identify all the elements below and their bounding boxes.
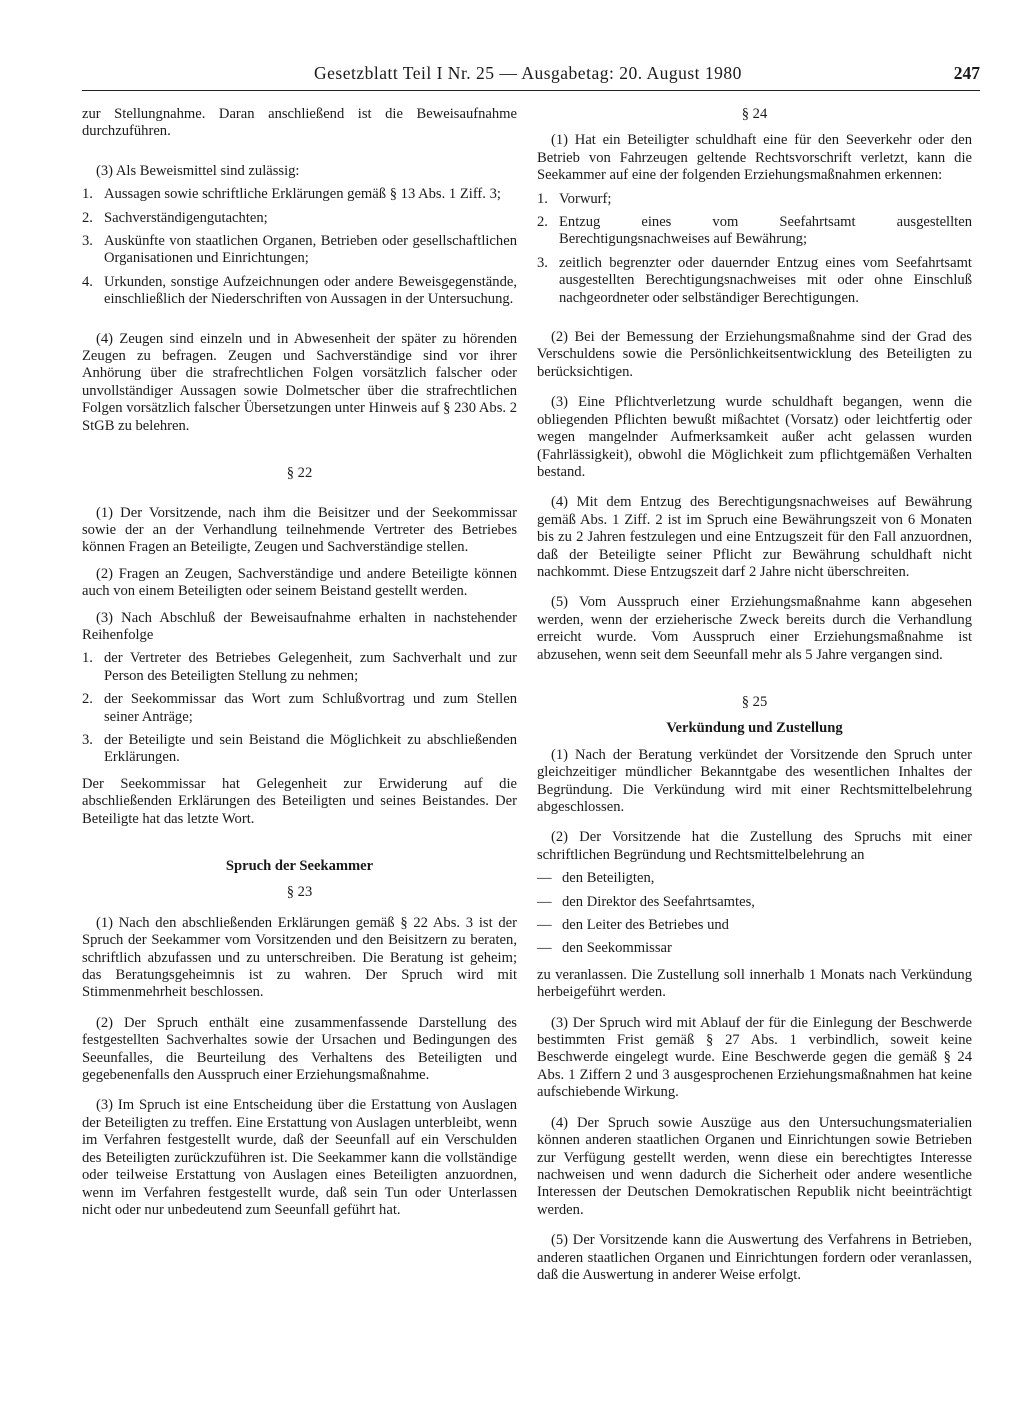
paragraph-s24-4: (4) Mit dem Entzug des Berechtigungsnachweises auf Bewährung gemäß Abs. 1 Ziff. 2 ist im Spruch eine Bewährungszeit von 6 Monaten bis zu 2 Jahren festzulegen und eine Entzugszeit für den Fall anzuordnen, daß der Beteiligte seiner Pflicht zur Bewährung schuldhaft nicht nachkommt. Diese Entzugszeit darf 2 Jahre nicht überschreiten. [537,494,972,580]
list-item [82,691,517,726]
list-item-text: den Direktor des Seefahrtsamtes, [562,893,755,910]
running-head: Gesetzblatt Teil I Nr. 25 — Ausgabetag: 20. August 1980 [314,63,742,83]
list-item-dash: — [537,940,552,957]
left-column [82,106,517,1219]
header-rule [82,90,980,91]
list-item-text: der Seekommissar das Wort zum Schlußvortrag und zum Stellen seiner Anträge; [104,691,517,725]
section-heading-23: § 23 [286,884,313,901]
list-item-text: Auskünfte von staatlichen Organen, Betrieben oder gesellschaftlichen Organisationen und Einrichtungen; [104,233,517,267]
list-item-text: den Leiter des Betriebes und [562,917,729,934]
list-item [82,274,517,309]
list-item [82,233,517,268]
list-item [82,732,517,767]
list-item-dash: — [537,893,552,910]
paragraph-s25-2-end: zu veranlassen. Die Zustellung soll innerhalb 1 Monats nach Verkündung herbeigeführt werden. [537,966,972,1001]
list-item-number: 2. [537,214,548,231]
list-item [537,870,972,887]
list-item-number: 3. [537,254,548,271]
list-item [537,214,972,249]
list-item [537,894,972,911]
paragraph-s22-2: (2) Fragen an Zeugen, Sachverständige und andere Beteiligte können auch von einem Beteiligten oder seinem Beistand gestellt werden. [82,565,517,600]
list-empfaenger [537,870,972,958]
list-item-text: der Beteiligte und sein Beistand die Möglichkeit zu abschließenden Erklärungen. [104,731,517,766]
list-item-text: der Vertreter des Betriebes Gelegenheit, zum Sachverhalt und zur Person des Beteiligten Stellung zu nehmen; [104,650,517,684]
list-item-number: 3. [82,233,93,250]
list-item-number: 1. [537,190,548,207]
paragraph-s25-5: (5) Der Vorsitzende kann die Auswertung des Verfahrens in Betrieben, anderen staatlichen Organen und Einrichtungen fordern oder veranlassen, daß die Auswertung in anderer Weise erfolgt. [537,1232,972,1283]
page-number: 247 [953,63,980,83]
right-column [537,106,972,1284]
paragraph-s22-1: (1) Der Vorsitzende, nach ihm die Beisitzer und der Seekommissar sowie der an der Verhandlung teilnehmende Vertreter des Betriebes können Fragen an Beteiligte, Zeugen und Sachverständige stellen. [82,504,517,556]
paragraph-s23-2: (2) Der Spruch enthält eine zusammenfassende Darstellung des festgestellten Sachverhaltes sowie der Ursachen und Bedingungen des Seeunfalles, die Beurteilung des Verhaltens des Beteiligten und gegebenenfalls den Ausspruch einer Erziehungsmaßnahme. [82,1014,517,1084]
paragraph-s25-1: (1) Nach der Beratung verkündet der Vorsitzende den Spruch unter gleichzeitiger mündlicher Bekanntgabe des wesentlichen Inhaltes der Begründung. Die Verkündung wird mit einer Rechtsmittelbelehrung abgeschlossen. [537,746,972,815]
section-heading-25: § 25 [741,693,768,710]
list-beweismittel [82,186,517,308]
list-reihenfolge [82,650,517,766]
list-item-number: 4. [82,273,93,290]
list-item-number: 2. [82,209,93,226]
section-heading-22: § 22 [286,465,313,482]
section-heading-24: § 24 [741,106,768,122]
list-item [537,940,972,957]
paragraph-s23-3: (3) Im Spruch ist eine Entscheidung über die Erstattung von Auslagen der Beteiligten zu treffen. Eine Erstattung von Auslagen unterbleibt, wenn im Verfahren festgestellt wurde, daß der Seeunfall auf ein Verschulden des Beteiligten zurückzuführen ist. Die Seekammer kann die vollständige oder teilweise Erstattung von Auslagen eines Beteiligten anzuordnen, wenn im Verfahren festgestellt wurde, daß sein Tun oder Unterlassen nicht oder nur unbedeutend zum Seeunfall geführt hat. [82,1097,517,1218]
paragraph-s21-3: (3) Als Beweismittel sind zulässig: [96,162,300,179]
paragraph-s24-1: (1) Hat ein Beteiligter schuldhaft eine für den Seeverkehr oder den Betrieb von Fahrzeugen geltende Rechtsvorschrift verletzt, kann die Seekammer auf eine der folgenden Erziehungsmaßnahmen erkennen: [537,132,972,184]
list-item-text: zeitlich begrenzter oder dauernder Entzug eines vom Seefahrtsamt ausgestellten Berechtigungsnachweises mit oder ohne Einschluß nachgeordneter oder selbständiger Berechtigungen. [559,254,972,306]
list-item-text: den Beteiligten, [562,870,655,887]
paragraph-s24-2: (2) Bei der Bemessung der Erziehungsmaßnahme sind der Grad des Verschuldens sowie die Persönlichkeitsentwicklung des Beteiligten zu berücksichtigen. [537,329,972,380]
list-item-dash: — [537,917,552,934]
paragraph-continuation: zur Stellungnahme. Daran anschließend ist die Beweisaufnahme durchzuführen. [82,106,517,140]
paragraph-s25-4: (4) Der Spruch sowie Auszüge aus den Untersuchungsmaterialien können anderen staatlichen Organen und Einrichtungen sowie Betrieben zur Verfügung gestellt werden, wenn diese ein berechtigtes Interesse nachweisen und wenn dadurch die Sicherheit oder andere wesentliche Interessen der Deutschen Demokratischen Republik nicht beeinträchtigt werden. [537,1114,972,1218]
list-item [82,210,517,227]
list-erziehungsmassnahmen [537,191,972,307]
list-item-text: den Seekommissar [562,940,672,957]
list-item-dash: — [537,870,552,887]
list-item [82,186,517,203]
list-item-text: Aussagen sowie schriftliche Erklärungen gemäß § 13 Abs. 1 Ziff. 3; [104,186,501,203]
list-item [537,255,972,307]
list-item [537,191,972,208]
section-title-spruch: Spruch der Seekammer [225,858,374,874]
list-item-number: 1. [82,650,93,667]
paragraph-s25-3: (3) Der Spruch wird mit Ablauf der für die Einlegung der Beschwerde bestimmten Frist gemäß § 27 Abs. 1 verbindlich, soweit keine Beschwerde eingelegt wurde. Eine Beschwerde gegen die gemäß § 24 Abs. 1 Ziffern 2 und 3 ausgesprochenen Erziehungsmaßnahmen hat keine aufschiebende Wirkung. [537,1014,972,1101]
section-title-verkuendung: Verkündung und Zustellung [666,720,843,737]
paragraph-s25-2: (2) Der Vorsitzende hat die Zustellung des Spruchs mit einer schriftlichen Begründung und Rechtsmittelbelehrung an [537,829,972,863]
list-item-text: Urkunden, sonstige Aufzeichnungen oder andere Beweisgegenstände, einschließlich der Niederschriften von Aussagen in der Untersuchung. [104,273,517,308]
list-item [537,917,972,934]
paragraph-s21-4: (4) Zeugen sind einzeln und in Abwesenheit der später zu hörenden Zeugen zu befragen. Zeugen und Sachverständige sind vor ihrer Anhörung über die strafrechtlichen Folgen vorsätzlich falscher oder unvollständiger Aussagen sowie Dolmetscher über die strafrechtlichen Folgen vorsätzlich falscher Übersetzungen unter Hinweis auf § 230 Abs. 2 StGB zu belehren. [82,330,517,434]
paragraph-s24-3: (3) Eine Pflichtverletzung wurde schuldhaft begangen, wenn die obliegenden Pflichten bewußt mißachtet (Vorsatz) oder leichtfertig oder wegen mangelnder Aufmerksamkeit außer acht gelassen wurden (Fahrlässigkeit), obwohl die Möglichkeit zum pflichtgemäßen Verhalten bestand. [537,394,972,480]
list-item-number: 3. [82,731,93,748]
list-item-text: Sachverständigengutachten; [104,209,268,226]
list-item-text: Entzug eines vom Seefahrtsamt ausgestellten Berechtigungsnachweises auf Bewährung; [559,214,972,248]
list-item-number: 1. [82,186,93,203]
paragraph-s22-3-end: Der Seekommissar hat Gelegenheit zur Erwiderung auf die abschließenden Erklärungen des Beteiligten und seines Beistandes. Der Beteiligte hat das letzte Wort. [82,775,517,827]
list-item-number: 2. [82,691,93,708]
page-header [82,63,980,91]
list-item-text: Vorwurf; [559,190,612,207]
list-item [82,650,517,685]
paragraph-s24-5: (5) Vom Ausspruch einer Erziehungsmaßnahme kann abgesehen werden, wenn der erzieherische Zweck bereits durch die Verhandlung erreicht wurde. Vom Ausspruch einer Erziehungsmaßnahme ist abzusehen, wenn seit dem Seeunfall mehr als 5 Jahre vergangen sind. [537,594,972,663]
paragraph-s23-1: (1) Nach den abschließenden Erklärungen gemäß § 22 Abs. 3 ist der Spruch der Seekammer vom Vorsitzenden und den Beisitzern zu beraten, schriftlich abzufassen und zu unterschreiben. Die Beratung ist geheim; das Beratungsgeheimnis ist zu wahren. Der Spruch wird mit Stimmenmehrheit beschlossen. [82,914,517,1001]
paragraph-s22-3: (3) Nach Abschluß der Beweisaufnahme erhalten in nachstehender Reihenfolge [82,609,517,643]
